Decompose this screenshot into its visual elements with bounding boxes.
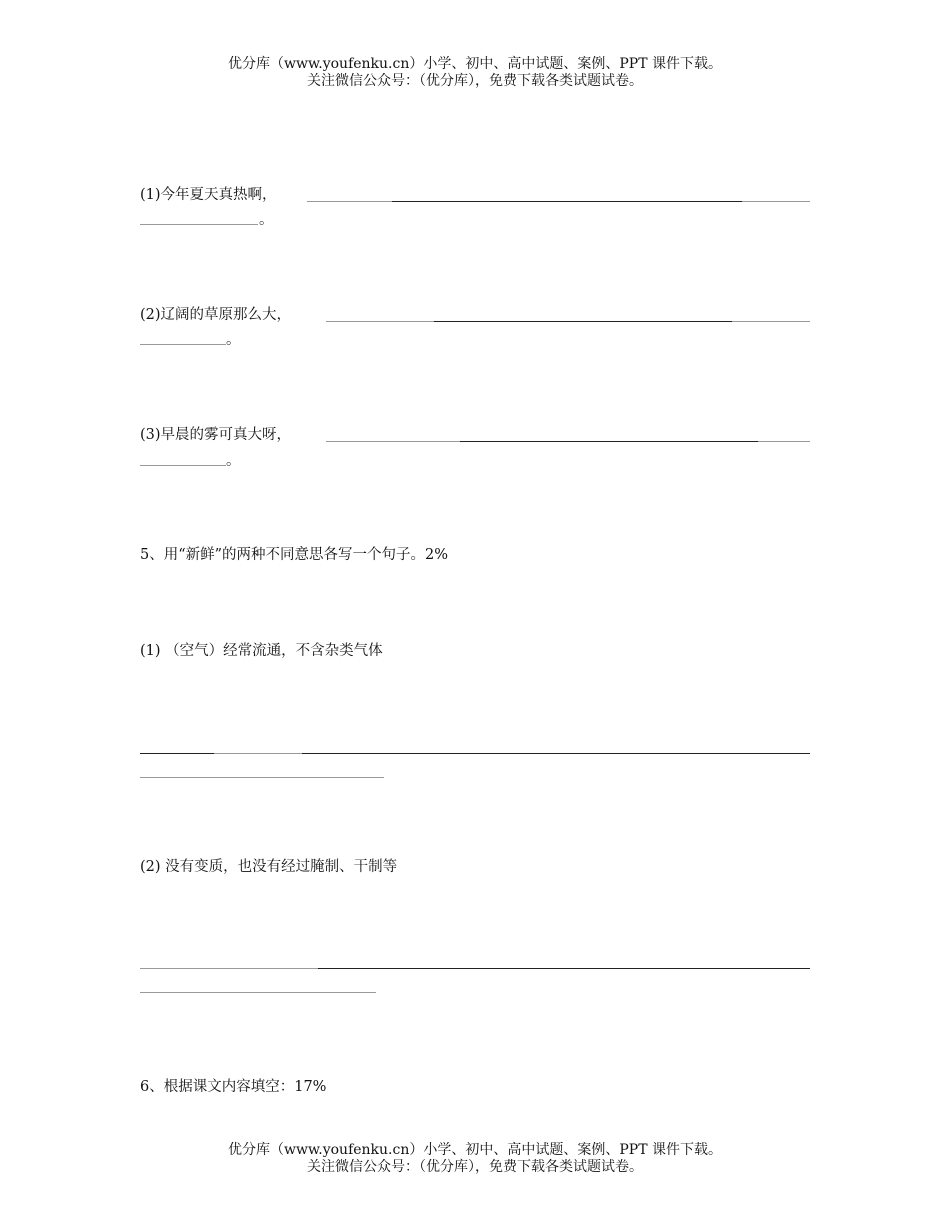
q4-item-1-label: (1)今年夏天真热啊， [140, 187, 277, 203]
q4-item-1-answer-line-main[interactable] [392, 201, 742, 202]
q4-item-3-answer-line-main[interactable] [460, 441, 758, 442]
page-header [0, 56, 950, 90]
q4-item-3-label: (3)早晨的雾可真大呀， [140, 427, 292, 443]
q5-item-1-label: (1) （空气）经常流通，不含杂类气体 [140, 643, 383, 659]
q5-title: 5、用“新鲜”的两种不同意思各写一个句子。2% [140, 547, 449, 563]
q5-item-2-label: (2) 没有变质，也没有经过腌制、干制等 [140, 859, 398, 875]
q4-item-1-period: 。 [259, 212, 274, 228]
q4-item-2-answer-line-end[interactable] [732, 321, 810, 322]
q5-item-1-answer-line-2[interactable] [140, 777, 384, 778]
q4-item-1-answer-line-2[interactable] [140, 224, 258, 225]
q5-item-2-answer-line-2[interactable] [140, 992, 376, 993]
q4-item-2-answer-line-2[interactable] [140, 344, 226, 345]
q4-item-3-answer-line-2[interactable] [140, 465, 226, 466]
q5-item-1-answer-line-start[interactable] [140, 753, 214, 754]
q4-item-1-answer-line[interactable] [307, 201, 392, 202]
q4-item-2-period: 。 [226, 332, 241, 348]
q4-item-2-answer-line-main[interactable] [434, 321, 732, 322]
q4-item-2-label: (2)辽阔的草原那么大， [140, 307, 292, 323]
header-line-2: 关注微信公众号：（优分库），免费下载各类试题试卷。 [307, 73, 643, 89]
page-footer [0, 1142, 950, 1176]
q4-item-3-answer-line-end[interactable] [758, 441, 810, 442]
header-line-1: 优分库（www.youfenku.cn）小学、初中、高中试题、案例、PPT 课件下载。 [227, 56, 722, 72]
footer-line-1: 优分库（www.youfenku.cn）小学、初中、高中试题、案例、PPT 课件下载。 [227, 1142, 722, 1158]
q5-item-1-answer-line-gap[interactable] [214, 753, 302, 754]
q4-item-1-answer-line-end[interactable] [742, 201, 810, 202]
q5-item-1-answer-line-main[interactable] [302, 753, 810, 754]
q5-item-2-answer-line-start[interactable] [140, 968, 318, 969]
q4-item-3-answer-line[interactable] [326, 441, 460, 442]
q4-item-2-answer-line[interactable] [326, 321, 434, 322]
q6-title: 6、根据课文内容填空：17% [140, 1079, 327, 1095]
footer-line-2: 关注微信公众号：（优分库），免费下载各类试题试卷。 [307, 1159, 643, 1175]
q4-item-3-period: 。 [226, 453, 241, 469]
q5-item-2-answer-line-main[interactable] [318, 968, 810, 969]
